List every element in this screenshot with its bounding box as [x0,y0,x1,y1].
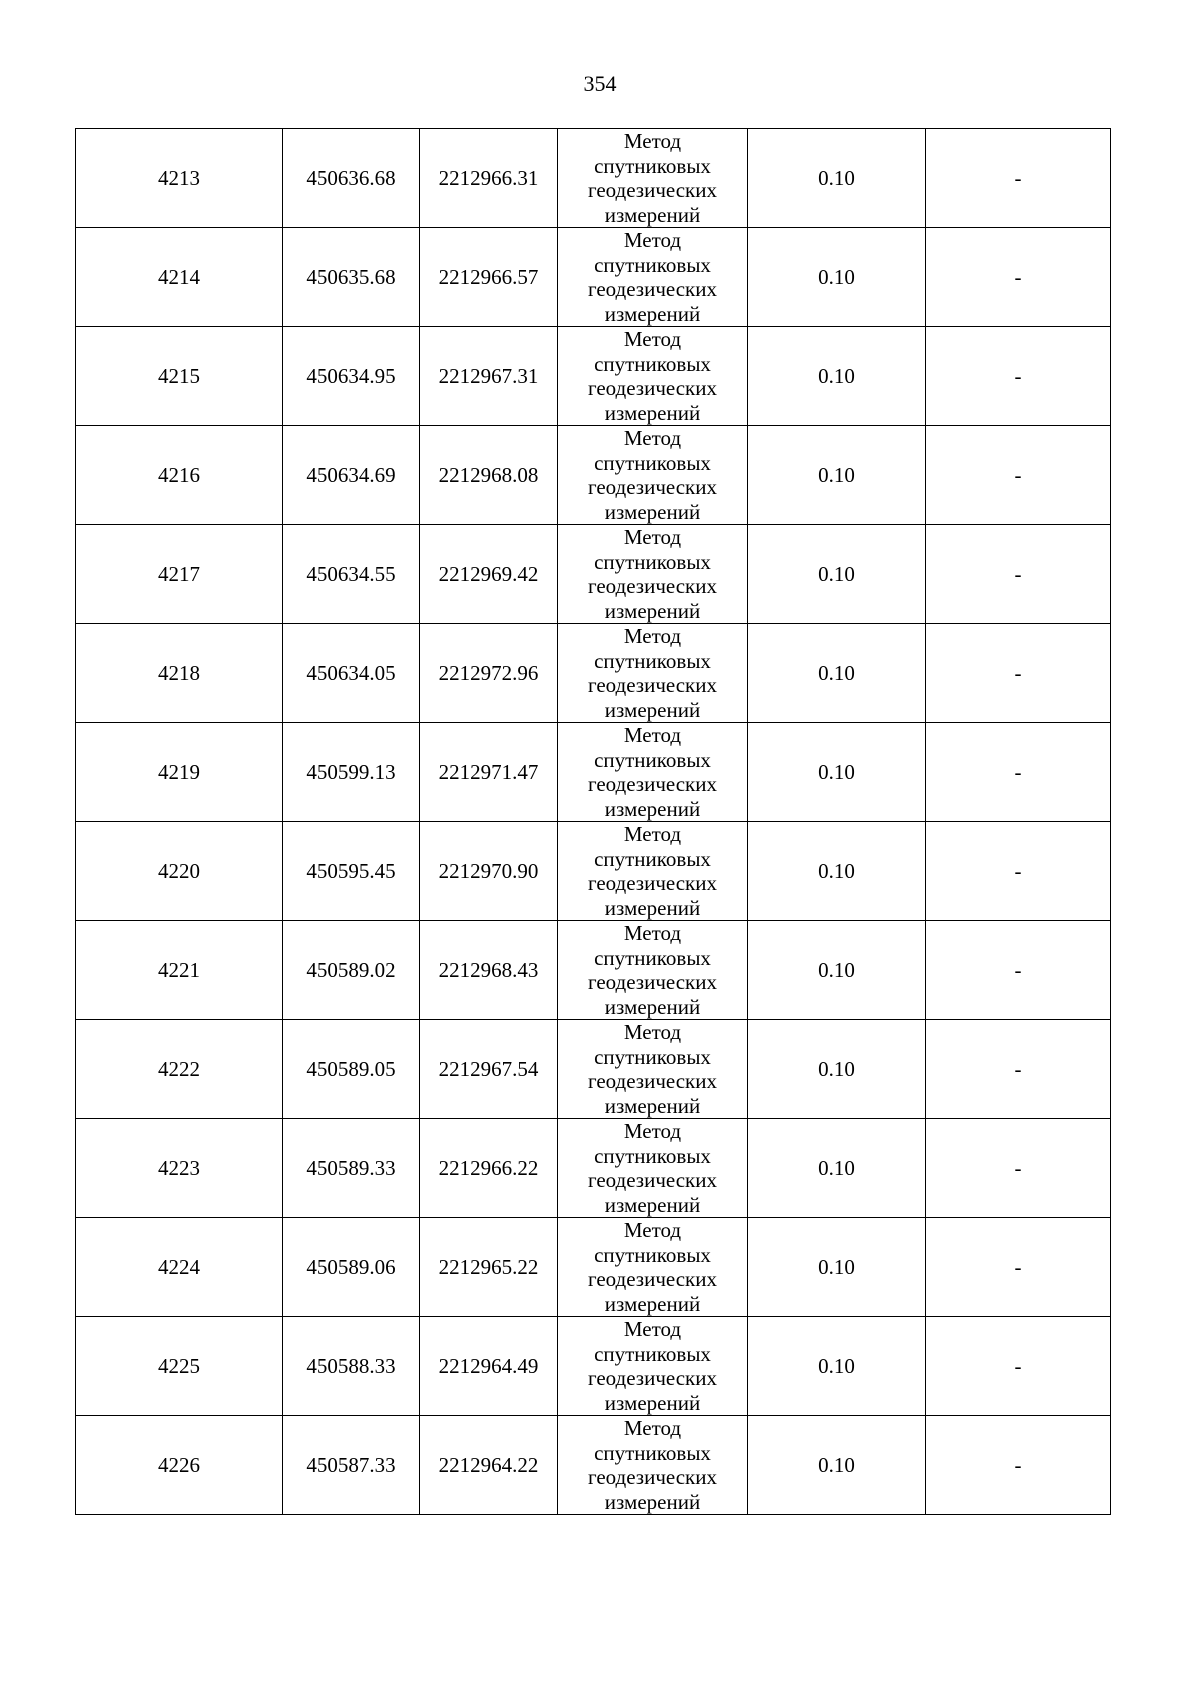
point-number-cell: 4220 [76,822,283,921]
method-line: геодезических [587,277,717,301]
method-line: геодезических [587,1069,717,1093]
accuracy-cell: 0.10 [748,426,926,525]
method-line: измерений [604,301,701,326]
point-number-cell: 4221 [76,921,283,1020]
method-line: геодезических [587,376,717,400]
method-line: спутниковых [594,1143,711,1168]
method-line: измерений [604,1192,701,1217]
method-line: спутниковых [594,252,711,277]
note-cell: - [926,1020,1111,1119]
method-line: геодезических [587,1267,717,1291]
method-cell [558,921,748,1020]
method-line: геодезических [587,178,717,202]
method-cell [558,1218,748,1317]
x-coordinate-cell: 450599.13 [283,723,420,822]
y-coordinate-cell: 2212966.31 [420,129,558,228]
method-line: измерений [604,499,701,524]
table-row [76,525,1111,624]
note-cell: - [926,624,1111,723]
method-line: геодезических [587,1465,717,1489]
method-line: Метод [623,921,682,945]
y-coordinate-cell: 2212972.96 [420,624,558,723]
method-line: Метод [623,723,682,747]
point-number-cell: 4215 [76,327,283,426]
x-coordinate-cell: 450589.06 [283,1218,420,1317]
x-coordinate-cell: 450636.68 [283,129,420,228]
method-line: Метод [623,1416,682,1440]
method-line: Метод [623,1218,682,1242]
x-coordinate-cell: 450634.05 [283,624,420,723]
method-line: измерений [604,1291,701,1316]
method-cell [558,1119,748,1218]
method-line: спутниковых [594,1044,711,1069]
y-coordinate-cell: 2212967.54 [420,1020,558,1119]
method-line: геодезических [587,1168,717,1192]
method-cell [558,228,748,327]
method-line: геодезических [587,673,717,697]
accuracy-cell: 0.10 [748,1020,926,1119]
method-line: геодезических [587,475,717,499]
point-number-cell: 4222 [76,1020,283,1119]
table-row [76,624,1111,723]
note-cell: - [926,327,1111,426]
note-cell: - [926,921,1111,1020]
method-cell [558,723,748,822]
method-line: спутниковых [594,846,711,871]
table-row [76,327,1111,426]
table-row [76,1119,1111,1218]
method-line: геодезических [587,1366,717,1390]
method-line: Метод [623,525,682,549]
method-cell [558,1317,748,1416]
x-coordinate-cell: 450595.45 [283,822,420,921]
accuracy-cell: 0.10 [748,921,926,1020]
method-line: измерений [604,202,701,227]
note-cell: - [926,426,1111,525]
y-coordinate-cell: 2212971.47 [420,723,558,822]
x-coordinate-cell: 450634.69 [283,426,420,525]
method-line: измерений [604,598,701,623]
accuracy-cell: 0.10 [748,228,926,327]
y-coordinate-cell: 2212964.22 [420,1416,558,1515]
accuracy-cell: 0.10 [748,129,926,228]
method-line: геодезических [587,574,717,598]
y-coordinate-cell: 2212968.08 [420,426,558,525]
note-cell: - [926,723,1111,822]
method-line: Метод [623,426,682,450]
method-line: измерений [604,994,701,1019]
method-line: спутниковых [594,945,711,970]
point-number-cell: 4219 [76,723,283,822]
table-row [76,1218,1111,1317]
accuracy-cell: 0.10 [748,1119,926,1218]
y-coordinate-cell: 2212964.49 [420,1317,558,1416]
table-row [76,129,1111,228]
table-row [76,426,1111,525]
method-line: спутниковых [594,450,711,475]
method-line: спутниковых [594,747,711,772]
x-coordinate-cell: 450589.05 [283,1020,420,1119]
table-row [76,1020,1111,1119]
method-line: Метод [623,1020,682,1044]
accuracy-cell: 0.10 [748,1416,926,1515]
accuracy-cell: 0.10 [748,1317,926,1416]
y-coordinate-cell: 2212966.57 [420,228,558,327]
accuracy-cell: 0.10 [748,1218,926,1317]
coordinates-table-body [76,129,1111,1515]
method-line: спутниковых [594,1242,711,1267]
method-line: измерений [604,796,701,821]
table-row [76,1416,1111,1515]
note-cell: - [926,1218,1111,1317]
method-line: спутниковых [594,648,711,673]
page-number: 354 [583,71,617,96]
table-row [76,921,1111,1020]
method-line: измерений [604,697,701,722]
method-line: Метод [623,129,682,153]
method-cell [558,426,748,525]
x-coordinate-cell: 450634.55 [283,525,420,624]
x-coordinate-cell: 450588.33 [283,1317,420,1416]
method-cell [558,1020,748,1119]
point-number-cell: 4224 [76,1218,283,1317]
x-coordinate-cell: 450587.33 [283,1416,420,1515]
method-line: измерений [604,895,701,920]
point-number-cell: 4214 [76,228,283,327]
y-coordinate-cell: 2212970.90 [420,822,558,921]
method-cell [558,624,748,723]
x-coordinate-cell: 450635.68 [283,228,420,327]
method-line: измерений [604,1489,701,1514]
note-cell: - [926,129,1111,228]
method-line: спутниковых [594,1341,711,1366]
y-coordinate-cell: 2212965.22 [420,1218,558,1317]
method-line: геодезических [587,772,717,796]
y-coordinate-cell: 2212967.31 [420,327,558,426]
method-line: Метод [623,1119,682,1143]
method-line: спутниковых [594,549,711,574]
note-cell: - [926,822,1111,921]
x-coordinate-cell: 450589.02 [283,921,420,1020]
note-cell: - [926,1119,1111,1218]
method-line: геодезических [587,871,717,895]
method-line: геодезических [587,970,717,994]
y-coordinate-cell: 2212968.43 [420,921,558,1020]
point-number-cell: 4217 [76,525,283,624]
method-line: спутниковых [594,1440,711,1465]
method-line: измерений [604,400,701,425]
method-line: Метод [623,327,682,351]
point-number-cell: 4226 [76,1416,283,1515]
method-line: Метод [623,1317,682,1341]
accuracy-cell: 0.10 [748,822,926,921]
method-line: измерений [604,1390,701,1415]
point-number-cell: 4225 [76,1317,283,1416]
accuracy-cell: 0.10 [748,525,926,624]
method-cell [558,525,748,624]
y-coordinate-cell: 2212966.22 [420,1119,558,1218]
note-cell: - [926,525,1111,624]
point-number-cell: 4223 [76,1119,283,1218]
method-cell [558,129,748,228]
point-number-cell: 4213 [76,129,283,228]
accuracy-cell: 0.10 [748,327,926,426]
method-line: Метод [623,228,682,252]
x-coordinate-cell: 450589.33 [283,1119,420,1218]
note-cell: - [926,1317,1111,1416]
method-line: спутниковых [594,351,711,376]
method-line: измерений [604,1093,701,1118]
x-coordinate-cell: 450634.95 [283,327,420,426]
method-line: Метод [623,624,682,648]
y-coordinate-cell: 2212969.42 [420,525,558,624]
table-row [76,723,1111,822]
note-cell: - [926,1416,1111,1515]
method-cell [558,822,748,921]
table-row [76,1317,1111,1416]
table-row [76,822,1111,921]
method-cell [558,1416,748,1515]
method-cell [558,327,748,426]
accuracy-cell: 0.10 [748,624,926,723]
point-number-cell: 4218 [76,624,283,723]
method-line: Метод [623,822,682,846]
method-line: спутниковых [594,153,711,178]
table-row [76,228,1111,327]
point-number-cell: 4216 [76,426,283,525]
accuracy-cell: 0.10 [748,723,926,822]
coordinates-table [75,128,1111,1515]
note-cell: - [926,228,1111,327]
